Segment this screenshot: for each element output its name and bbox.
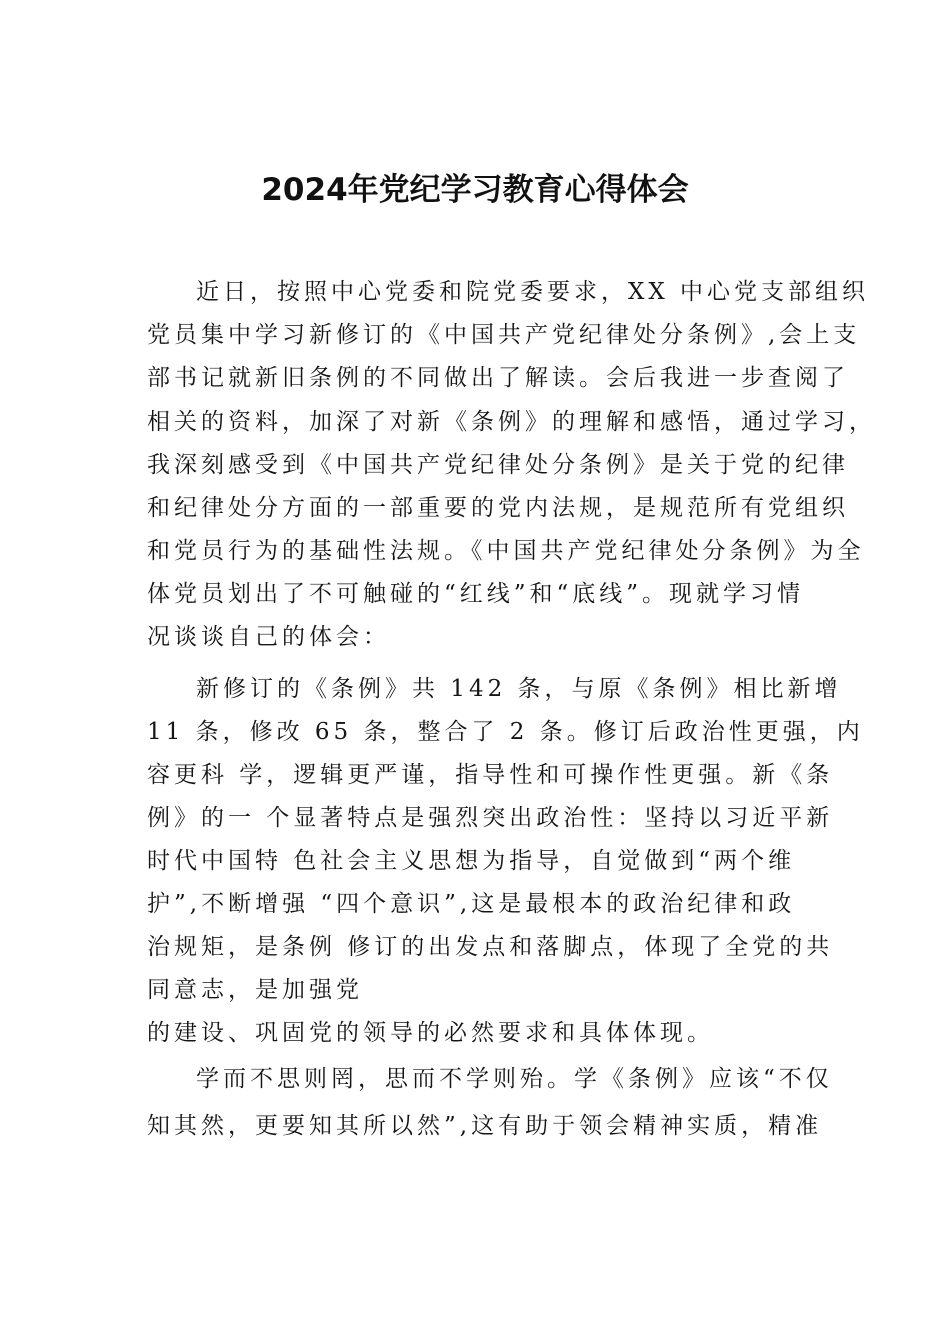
paragraph-1-line-4: 相关的资料，加深了对新《条例》的理解和感悟，通过学习， xyxy=(147,409,876,435)
paragraph-2-line-2: 11 条，修改 65 条，整合了 2 条。修订后政治性更强，内 xyxy=(147,719,864,745)
paragraph-1-line-7: 和党员行为的基础性法规。《中国共产党纪律处分条例》为全 xyxy=(147,538,865,564)
paragraph-1-line-3: 部书记就新旧条例的不同做出了解读。会后我进一步查阅了 xyxy=(147,365,849,391)
paragraph-2-line-3: 容更科 学，逻辑更严谨，指导性和可操作性更强。新《条 xyxy=(147,762,834,788)
paragraph-2-line-7: 治规矩，是条例 修订的出发点和落脚点，体现了全党的共 xyxy=(147,934,834,960)
paragraph-3-line-1: 学而不思则罔，思而不学则殆。学《条例》应该“不仅 xyxy=(196,1066,833,1092)
paragraph-1-line-9: 况谈谈自己的体会： xyxy=(147,624,390,650)
paragraph-2-line-1: 新修订的《条例》共 142 条，与原《条例》相比新增 xyxy=(196,676,842,702)
document-title: 2024年党纪学习教育心得体会 xyxy=(261,172,689,208)
paragraph-2-line-5: 时代中国特 色社会主义思想为指导，自觉做到“两个维 xyxy=(147,848,796,874)
paragraph-2-line-8: 同意志，是加强党 xyxy=(147,977,363,1003)
paragraph-2-line-4: 例》的一 个显著特点是强烈突出政治性：坚持以习近平新 xyxy=(147,805,834,831)
paragraph-1-line-8: 体党员划出了不可触碰的“红线”和“底线”。现就学习情 xyxy=(147,581,805,607)
paragraph-1-line-5: 我深刻感受到《中国共产党纪律处分条例》是关于党的纪律 xyxy=(147,452,849,478)
paragraph-3-line-2: 知其然，更要知其所以然”,这有助于领会精神实质，精准 xyxy=(147,1113,823,1139)
paragraph-1-line-6: 和纪律处分方面的一部重要的党内法规，是规范所有党组织 xyxy=(147,495,849,521)
paragraph-2-line-9: 的建设、巩固党的领导的必然要求和具体体现。 xyxy=(147,1020,714,1046)
paragraph-1-line-2: 党员集中学习新修订的《中国共产党纪律处分条例》,会上支 xyxy=(147,322,861,348)
paragraph-2-line-6: 护”,不断增强 “四个意识”,这是最根本的政治纪律和政 xyxy=(147,891,796,917)
paragraph-1-line-1: 近日，按照中心党委和院党委要求，XX 中心党支部组织 xyxy=(196,279,870,305)
